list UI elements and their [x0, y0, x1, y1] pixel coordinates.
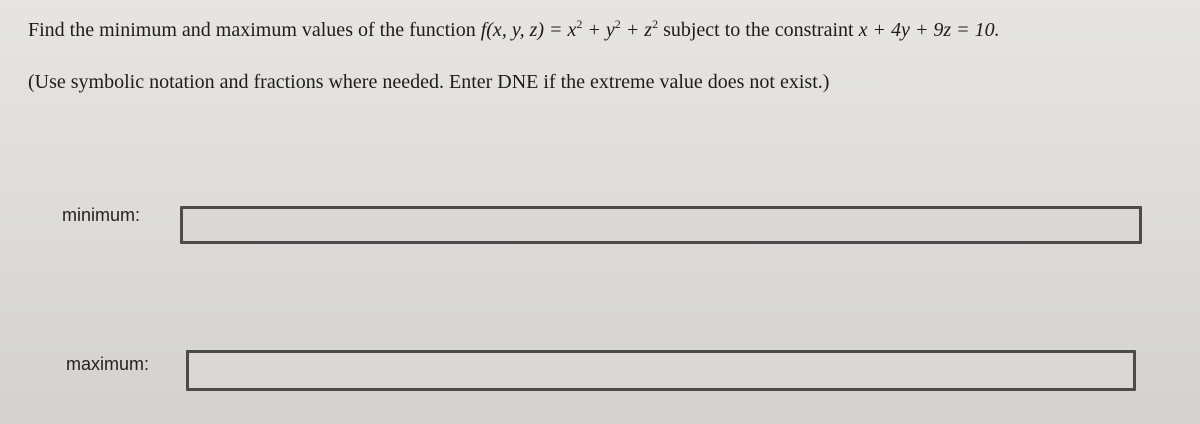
exponent-z: 2 [652, 17, 659, 31]
function-plus-y: + y [582, 19, 615, 41]
maximum-label: maximum: [66, 354, 150, 374]
instructions-text: (Use symbolic notation and fractions where needed. Enter DNE if the extreme value does not exist.) [28, 71, 830, 93]
question-prefix: Find the minimum and maximum values of the function [28, 19, 481, 41]
exponent-x: 2 [576, 17, 583, 31]
minimum-label: minimum: [62, 205, 141, 225]
function-plus-z: + z [620, 19, 653, 41]
constraint-expression: x + 4y + 9z = 10. [858, 19, 1000, 41]
question-middle: subject to the constraint [658, 19, 859, 41]
maximum-answer-input[interactable] [186, 350, 1136, 391]
exponent-y: 2 [614, 17, 621, 31]
function-expression [481, 19, 658, 41]
question-text [28, 16, 1198, 44]
minimum-answer-input[interactable] [180, 206, 1142, 244]
function-text: f(x, y, z) = x [480, 19, 577, 41]
